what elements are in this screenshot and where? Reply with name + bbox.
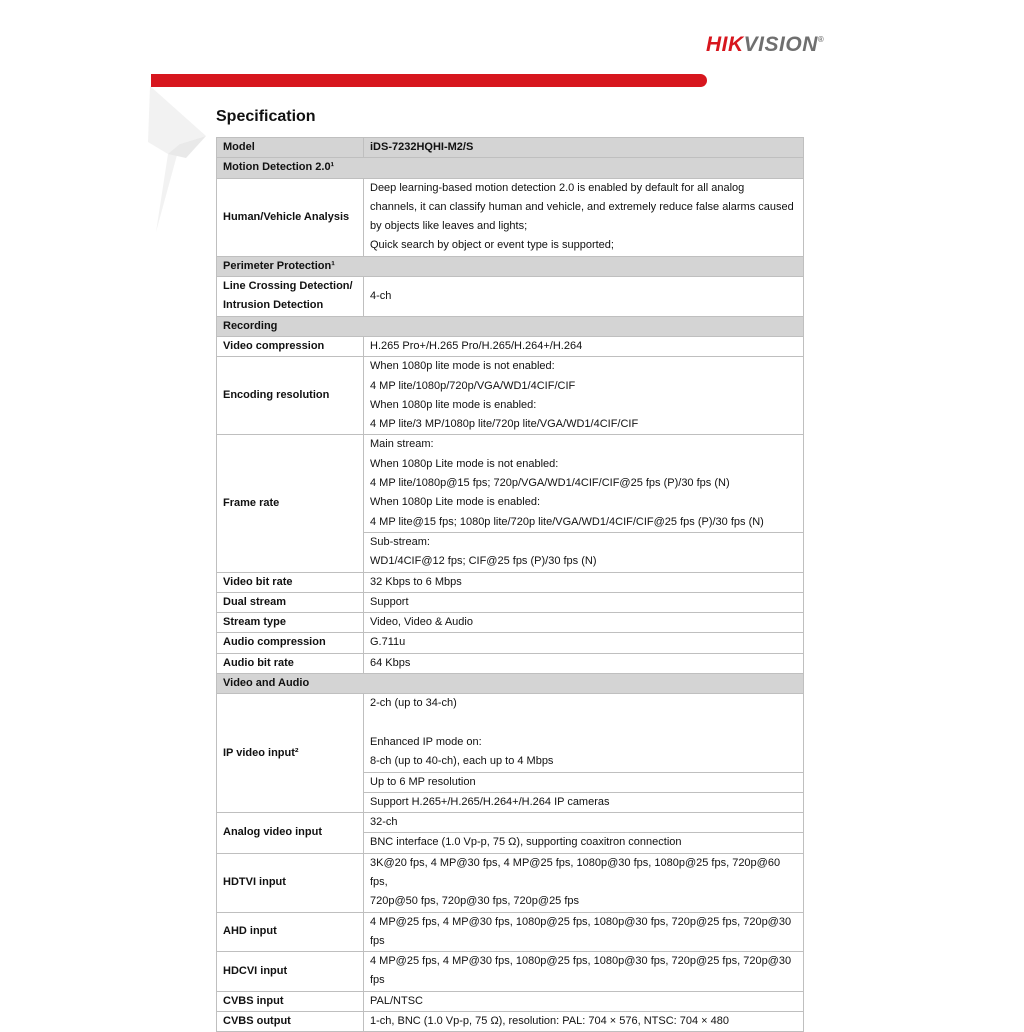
row-value: PAL/NTSC <box>364 991 804 1011</box>
row-label: HDTVI input <box>217 853 364 912</box>
section-title: Recording <box>217 316 804 336</box>
row-value: H.265 Pro+/H.265 Pro/H.265/H.264+/H.264 <box>364 336 804 356</box>
value-line: fps <box>370 974 385 987</box>
row-label: Video compression <box>217 336 364 356</box>
value-line: Sub-stream: <box>370 535 430 548</box>
row-label: Analog video input <box>217 813 364 854</box>
row-value: 64 Kbps <box>364 653 804 673</box>
row-value <box>364 853 804 912</box>
value-line: Main stream: <box>370 438 434 451</box>
value-line: 4 MP@25 fps, 4 MP@30 fps, 1080p@25 fps, 1080p@30 fps, 720p@25 fps, 720p@30 <box>370 955 792 968</box>
table-row <box>217 912 804 952</box>
value-line: 3K@20 fps, 4 MP@30 fps, 4 MP@25 fps, 1080p@30 fps, 1080p@25 fps, 720p@60 fps, <box>370 856 781 888</box>
row-value <box>364 912 804 952</box>
value-line: 4 MP@25 fps, 4 MP@30 fps, 1080p@25 fps, 1080p@30 fps, 720p@25 fps, 720p@30 <box>370 915 792 928</box>
value-line: 4 MP lite/1080p/720p/VGA/WD1/4CIF/CIF <box>370 379 576 392</box>
table-row <box>217 277 804 317</box>
row-value: Support <box>364 592 804 612</box>
model-row <box>217 138 804 158</box>
row-label: Audio bit rate <box>217 653 364 673</box>
label-line: Intrusion Detection <box>223 299 324 312</box>
row-value <box>364 694 804 772</box>
table-row <box>217 813 804 833</box>
value-line: 4 MP lite/3 MP/1080p lite/720p lite/VGA/WD1/4CIF/CIF <box>370 418 639 431</box>
value-line: WD1/4CIF@12 fps; CIF@25 fps (P)/30 fps (N) <box>370 555 597 568</box>
label-line: Line Crossing Detection/ <box>223 280 353 293</box>
row-label: Video bit rate <box>217 572 364 592</box>
section-header-video-audio <box>217 674 804 694</box>
section-header-perimeter <box>217 256 804 276</box>
row-value <box>364 435 804 572</box>
table-row <box>217 178 804 256</box>
row-value: G.711u <box>364 633 804 653</box>
table-row <box>217 633 804 653</box>
row-value: Video, Video & Audio <box>364 613 804 633</box>
row-value <box>364 952 804 992</box>
table-row <box>217 694 804 772</box>
table-row <box>217 613 804 633</box>
row-value: 1-ch, BNC (1.0 Vp-p, 75 Ω), resolution: PAL: 704 × 576, NTSC: 704 × 480 <box>364 1012 804 1032</box>
table-row <box>217 952 804 992</box>
table-row <box>217 991 804 1011</box>
row-value: BNC interface (1.0 Vp-p, 75 Ω), supporting coaxitron connection <box>364 833 804 853</box>
row-value: 4-ch <box>364 277 804 317</box>
value-line <box>370 714 797 733</box>
row-label: Human/Vehicle Analysis <box>217 178 364 256</box>
row-label: Stream type <box>217 613 364 633</box>
brand-logo <box>706 33 824 57</box>
row-value <box>364 178 804 256</box>
page-title: Specification <box>216 108 316 125</box>
row-label: HDCVI input <box>217 952 364 992</box>
row-label: IP video input² <box>217 694 364 813</box>
value-line: When 1080p Lite mode is enabled: <box>370 496 541 509</box>
header-red-bar <box>151 74 707 87</box>
table-row <box>217 357 804 435</box>
value-line: 2-ch (up to 34-ch) <box>370 697 457 710</box>
specification-table <box>216 137 804 1032</box>
row-label: Dual stream <box>217 592 364 612</box>
row-label: AHD input <box>217 912 364 952</box>
value-line: 8-ch (up to 40-ch), each up to 4 Mbps <box>370 755 554 768</box>
value-line: When 1080p lite mode is not enabled: <box>370 360 555 373</box>
row-value: Support H.265+/H.265/H.264+/H.264 IP cameras <box>364 792 804 812</box>
sub-stream-block <box>364 532 803 572</box>
table-row <box>217 435 804 572</box>
row-label: CVBS input <box>217 991 364 1011</box>
section-title: Motion Detection 2.0¹ <box>217 158 804 178</box>
table-row <box>217 853 804 912</box>
value-line: When 1080p Lite mode is not enabled: <box>370 457 559 470</box>
value-line: channels, it can classify human and vehicle, and extremely reduce false alarms caused <box>370 200 794 213</box>
section-header-recording <box>217 316 804 336</box>
section-title: Perimeter Protection¹ <box>217 256 804 276</box>
value-line: When 1080p lite mode is enabled: <box>370 398 537 411</box>
brand-logo-grey: VISION <box>743 33 818 56</box>
row-value <box>364 357 804 435</box>
table-row <box>217 336 804 356</box>
value-line: Deep learning-based motion detection 2.0 is enabled by default for all analog <box>370 181 745 194</box>
value-line: 720p@50 fps, 720p@30 fps, 720p@25 fps <box>370 895 580 908</box>
section-title: Video and Audio <box>217 674 804 694</box>
table-row <box>217 592 804 612</box>
table-row <box>217 1012 804 1032</box>
row-value: Up to 6 MP resolution <box>364 772 804 792</box>
row-label: Audio compression <box>217 633 364 653</box>
watermark-graphic <box>146 84 216 234</box>
section-header-motion <box>217 158 804 178</box>
value-line: fps <box>370 934 385 947</box>
registered-mark: ® <box>817 35 825 44</box>
model-value: iDS-7232HQHI-M2/S <box>364 138 804 158</box>
row-label <box>217 277 364 317</box>
table-row <box>217 572 804 592</box>
value-line: 4 MP lite/1080p@15 fps; 720p/VGA/WD1/4CIF/CIF@25 fps (P)/30 fps (N) <box>370 477 730 490</box>
value-line: Quick search by object or event type is supported; <box>370 239 614 252</box>
row-value: 32 Kbps to 6 Mbps <box>364 572 804 592</box>
value-line: Enhanced IP mode on: <box>370 735 482 748</box>
row-label: CVBS output <box>217 1012 364 1032</box>
row-value: 32-ch <box>364 813 804 833</box>
value-line: 4 MP lite@15 fps; 1080p lite/720p lite/VGA/WD1/4CIF/CIF@25 fps (P)/30 fps (N) <box>370 515 764 528</box>
row-label: Encoding resolution <box>217 357 364 435</box>
row-label: Frame rate <box>217 435 364 572</box>
brand-logo-red: HIK <box>706 33 744 56</box>
model-label: Model <box>217 138 364 158</box>
table-row <box>217 653 804 673</box>
value-line: by objects like leaves and lights; <box>370 220 528 233</box>
